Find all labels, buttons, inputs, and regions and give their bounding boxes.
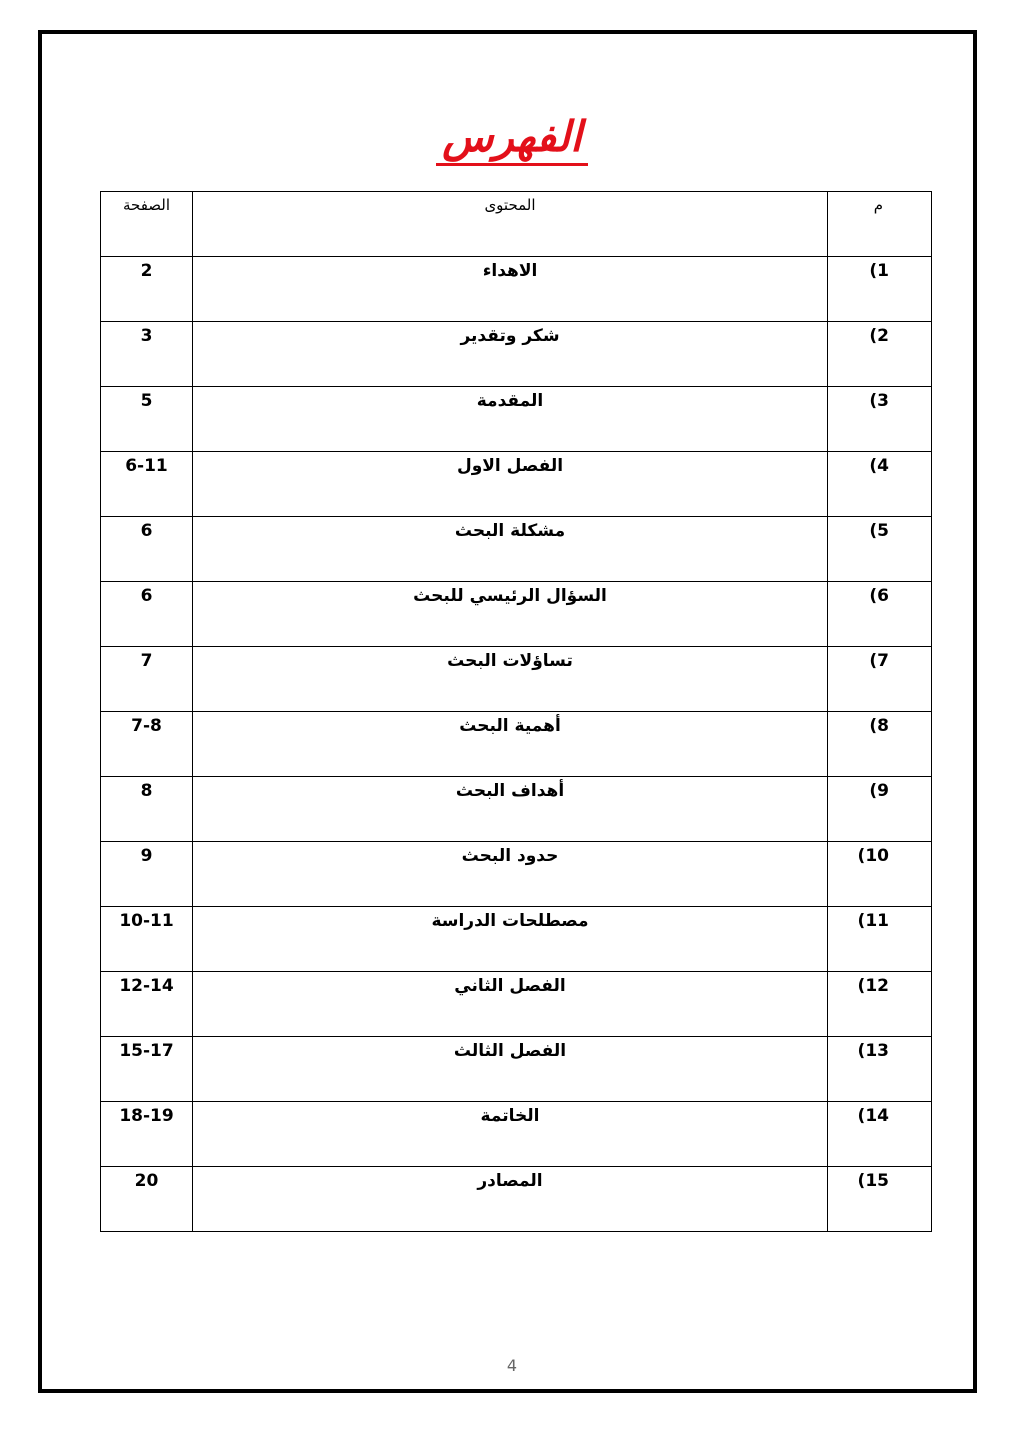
row-page: 2 xyxy=(101,257,193,322)
row-page: 7-8 xyxy=(101,712,193,777)
row-content: مشكلة البحث xyxy=(193,517,828,582)
table-header-row xyxy=(101,192,932,257)
row-number: 13) xyxy=(828,1037,932,1102)
row-number: 2) xyxy=(828,322,932,387)
row-number: 3) xyxy=(828,387,932,452)
row-page: 15-17 xyxy=(101,1037,193,1102)
table-row xyxy=(101,322,932,387)
row-number: 1) xyxy=(828,257,932,322)
row-page: 20 xyxy=(101,1167,193,1232)
row-number: 8) xyxy=(828,712,932,777)
row-number: 5) xyxy=(828,517,932,582)
table-row xyxy=(101,1037,932,1102)
row-content: الفصل الاول xyxy=(193,452,828,517)
row-page: 3 xyxy=(101,322,193,387)
row-content: مصطلحات الدراسة xyxy=(193,907,828,972)
table-row xyxy=(101,777,932,842)
row-number: 7) xyxy=(828,647,932,712)
header-number: م xyxy=(828,192,932,257)
row-content: السؤال الرئيسي للبحث xyxy=(193,582,828,647)
row-number: 10) xyxy=(828,842,932,907)
row-page: 9 xyxy=(101,842,193,907)
row-content: الفصل الثاني xyxy=(193,972,828,1037)
row-page: 6 xyxy=(101,517,193,582)
table-row xyxy=(101,972,932,1037)
row-content: أهداف البحث xyxy=(193,777,828,842)
row-content: المقدمة xyxy=(193,387,828,452)
table-row xyxy=(101,712,932,777)
table-row xyxy=(101,1167,932,1232)
row-page: 10-11 xyxy=(101,907,193,972)
table-row xyxy=(101,517,932,582)
table-row xyxy=(101,387,932,452)
page-number: 4 xyxy=(506,1356,518,1375)
row-content: الفصل الثالث xyxy=(193,1037,828,1102)
row-page: 7 xyxy=(101,647,193,712)
table-row xyxy=(101,647,932,712)
document-title xyxy=(0,112,1024,161)
header-page: الصفحة xyxy=(101,192,193,257)
row-content: المصادر xyxy=(193,1167,828,1232)
row-content: تساؤلات البحث xyxy=(193,647,828,712)
row-page: 8 xyxy=(101,777,193,842)
row-content: الخاتمة xyxy=(193,1102,828,1167)
table-row xyxy=(101,907,932,972)
table-of-contents xyxy=(100,191,932,1232)
header-content: المحتوى xyxy=(193,192,828,257)
row-number: 12) xyxy=(828,972,932,1037)
row-number: 6) xyxy=(828,582,932,647)
row-page: 5 xyxy=(101,387,193,452)
table-row xyxy=(101,842,932,907)
row-number: 15) xyxy=(828,1167,932,1232)
document-title-text: الفهرس xyxy=(436,112,588,166)
row-page: 6-11 xyxy=(101,452,193,517)
row-content: أهمية البحث xyxy=(193,712,828,777)
row-number: 9) xyxy=(828,777,932,842)
row-number: 14) xyxy=(828,1102,932,1167)
row-content: حدود البحث xyxy=(193,842,828,907)
row-number: 4) xyxy=(828,452,932,517)
row-content: الاهداء xyxy=(193,257,828,322)
row-content: شكر وتقدير xyxy=(193,322,828,387)
row-page: 18-19 xyxy=(101,1102,193,1167)
table-row xyxy=(101,452,932,517)
table-row xyxy=(101,1102,932,1167)
table-row xyxy=(101,257,932,322)
row-page: 6 xyxy=(101,582,193,647)
table-row xyxy=(101,582,932,647)
row-number: 11) xyxy=(828,907,932,972)
row-page: 12-14 xyxy=(101,972,193,1037)
